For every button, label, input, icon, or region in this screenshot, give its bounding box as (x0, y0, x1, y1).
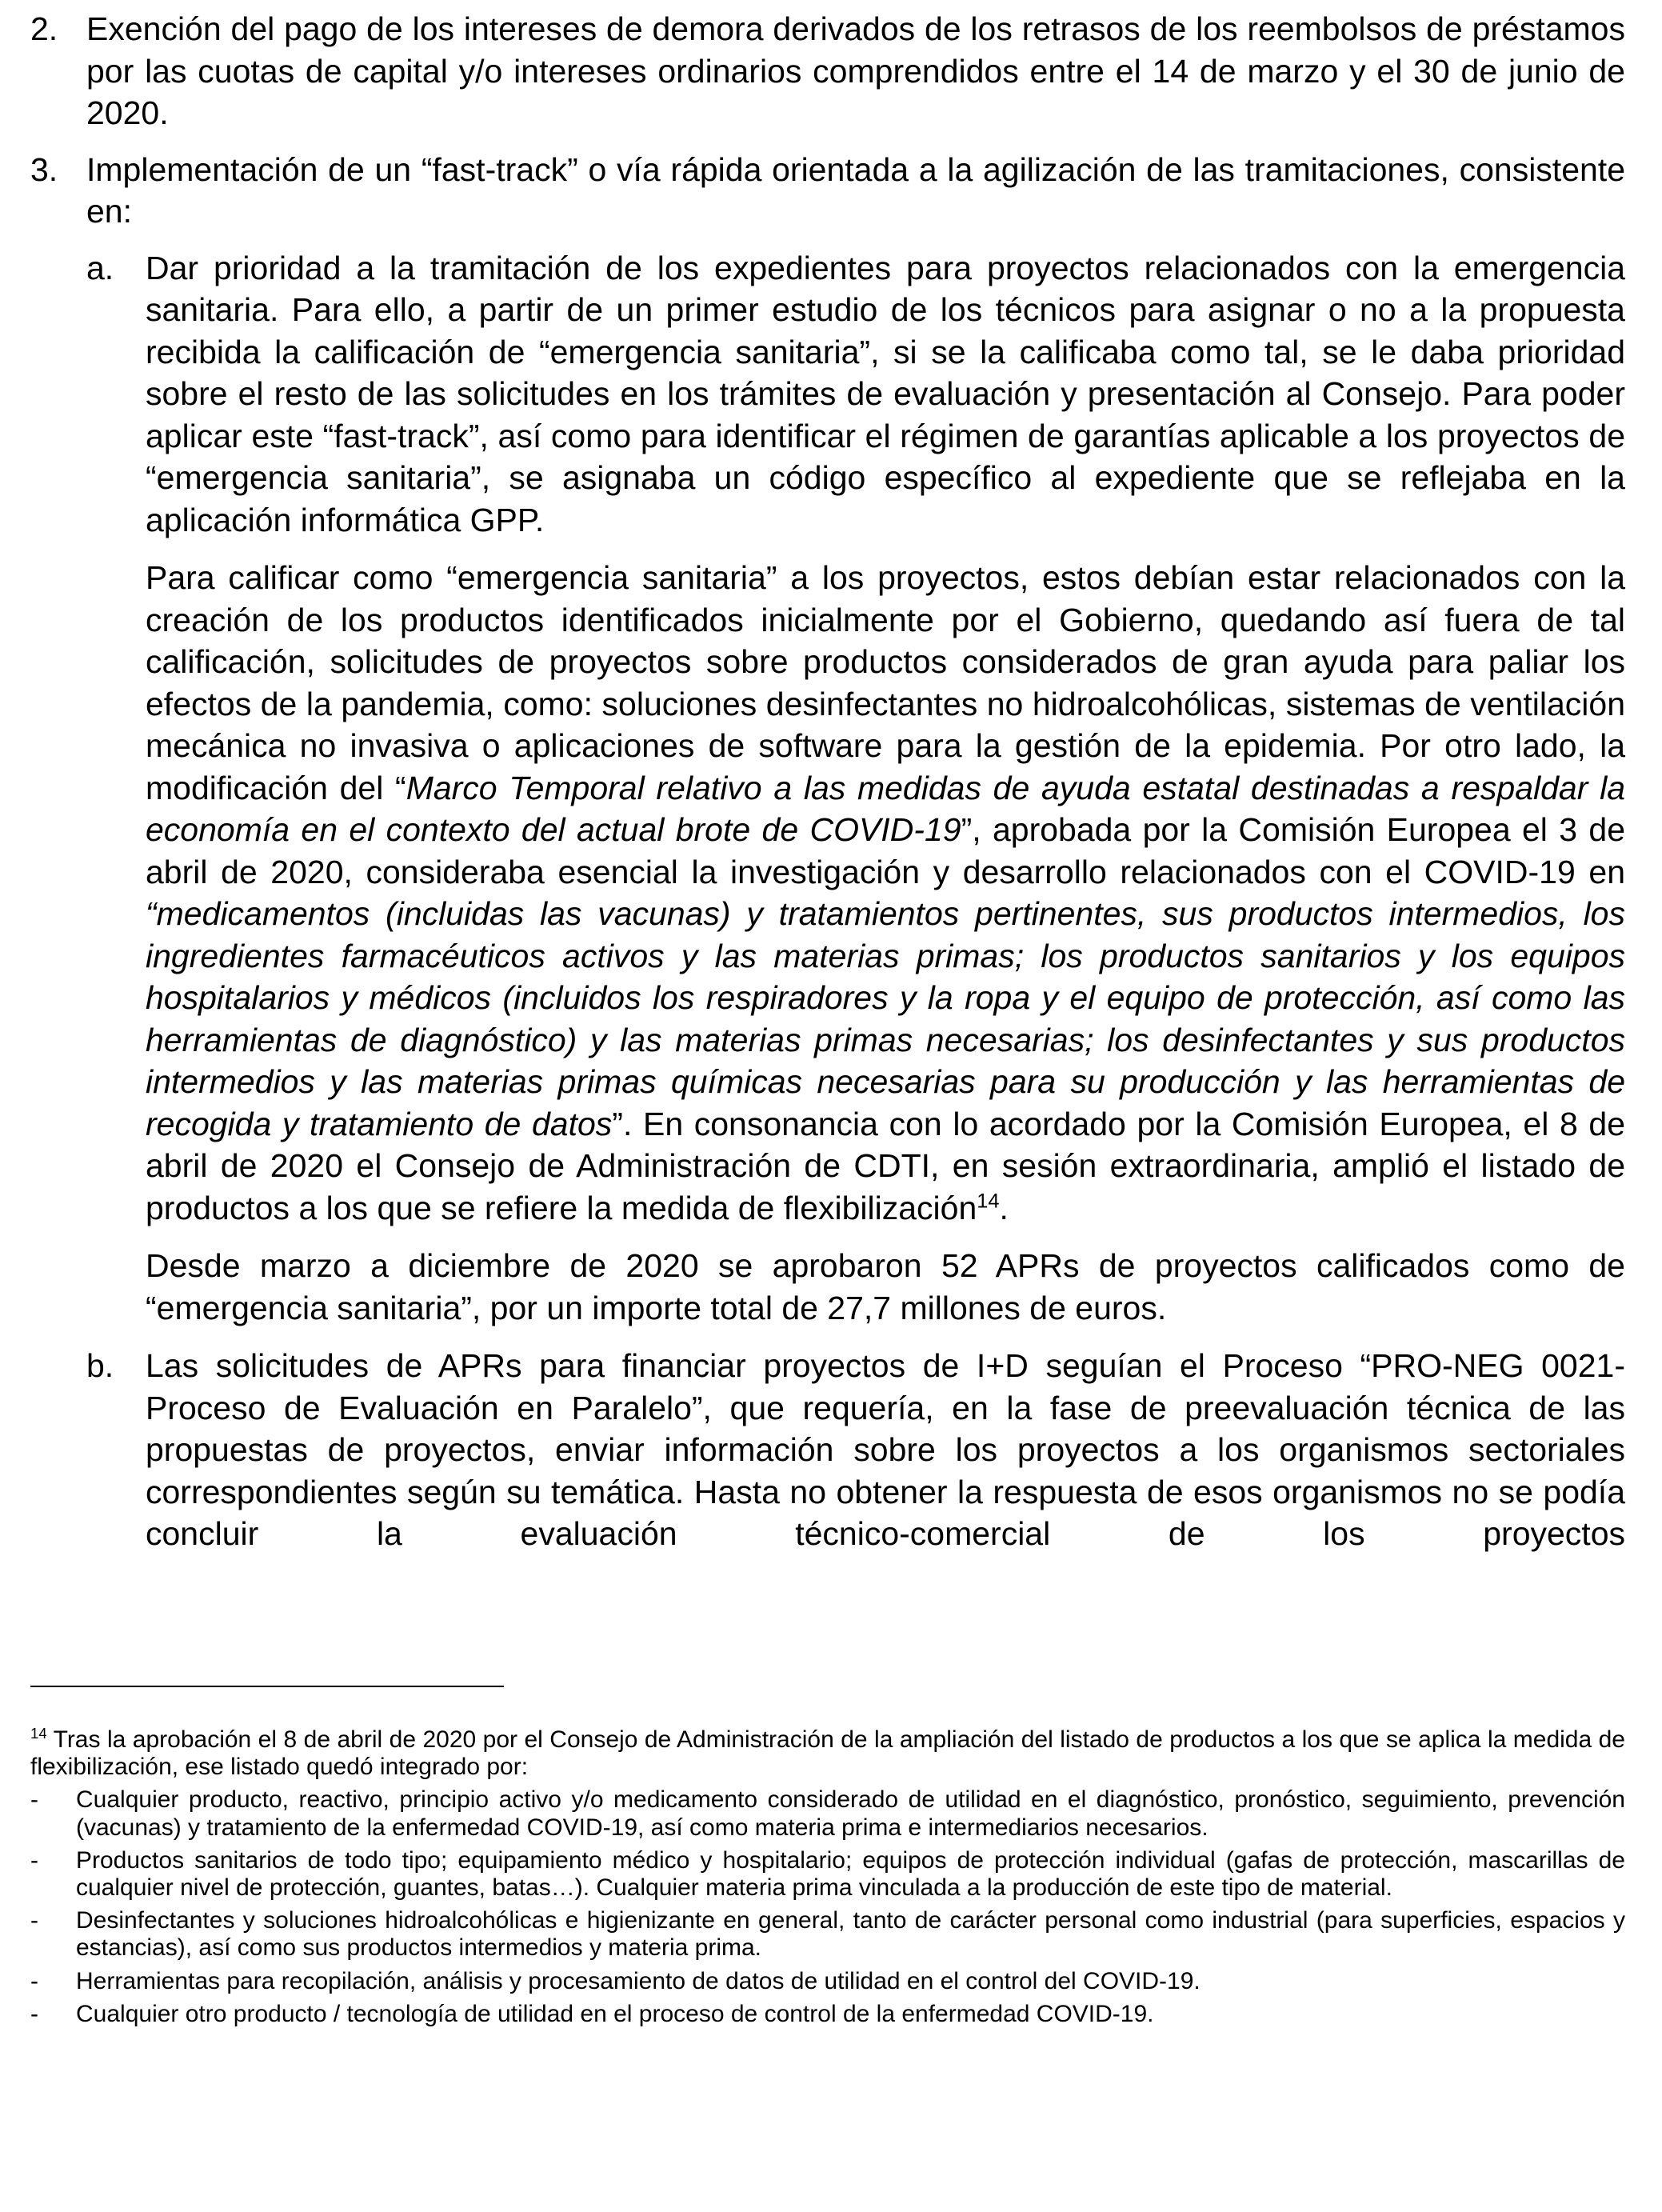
paragraph-emergencia-sanitaria (146, 557, 1625, 1229)
sub-item-text: Dar prioridad a la tramitación de los expedientes para proyectos relacionados con la emergencia sanitaria. Para ello, a partir de un primer estudio de los técnicos para asignar o no a la propuesta recibida la calificación de “emergencia sanitaria”, si se la calificaba como tal, se le daba prioridad sobre el resto de las solicitudes en los trámites de evaluación y presentación al Consejo. Para poder aplicar este “fast-track”, así como para identificar el régimen de garantías aplicable a los proyectos de “emergencia sanitaria”, se asignaba un código específico al expediente que se reflejaba en la aplicación informática GPP. (146, 249, 1625, 538)
footnote-reference[interactable]: 14 (977, 1189, 1000, 1212)
sub-item-text: Las solicitudes de APRs para financiar proyectos de I+D seguían el Proceso “PRO-NEG 0021-Proceso de Evaluación en Paralelo”, que requería, en la fase de preevaluación técnica de las propuestas de proyectos, enviar información sobre los proyectos a los organismos sectoriales correspondientes según su temática. Hasta no obtener la respuesta de esos organismos no se podía concluir la evaluación técnico-comercial de los proyectos (146, 1347, 1625, 1552)
list-item-3 (30, 149, 1625, 233)
sub-item-a (86, 247, 1625, 542)
sub-letter: b. (86, 1347, 114, 1384)
list-item-text: Implementación de un “fast-track” o vía rápida orientada a la agilización de las tramitaciones, consistente en: (86, 150, 1625, 230)
sub-item-b (86, 1345, 1625, 1555)
paragraph-aprs-aprobados: Desde marzo a diciembre de 2020 se aprobaron 52 APRs de proyectos calificados como de “emergencia sanitaria”, por un importe total de 27,7 millones de euros. (146, 1247, 1625, 1326)
footnote-bullet (30, 1968, 1625, 1995)
footnote-bullet-text: Cualquier otro producto / tecnología de utilidad en el proceso de control de la enfermedad COVID-19. (76, 2000, 1154, 2027)
paragraph-text: Para calificar como “emergencia sanitaria” a los proyectos, estos debían estar relacionados con la creación de los productos identificados inicialmente por el Gobierno, quedando así fuera de tal calificación, solicitudes de proyectos sobre productos considerados de gran ayuda para paliar los efectos de la pandemia, como: soluciones desinfectantes no hidroalcohólicas, sistemas de ventilación mecánica no invasiva o aplicaciones de software para la gestión de la epidemia. Por otro lado, la modificación del “ (146, 559, 1625, 806)
footnote-bullet-text: Productos sanitarios de todo tipo; equipamiento médico y hospitalario; equipos de protección individual (gafas de protección, mascarillas de cualquier nivel de protección, guantes, batas…). Cualquier materia prima vinculada a la producción de este tipo de material. (76, 1846, 1625, 1902)
list-item-2 (30, 8, 1625, 134)
dash-bullet: - (30, 2000, 38, 2027)
footnote-separator (30, 1686, 504, 1687)
footnote-14 (30, 1726, 1625, 2028)
sub-letter: a. (86, 249, 114, 286)
italic-quote-medicamentos: “medicamentos (incluidas las vacunas) y tratamientos pertinentes, sus productos intermedios, los ingredientes farmacéuticos activos y las materias primas; los productos sanitarios y los equipos hospitalarios y médicos (incluidos los respiradores y la ropa y el equipo de protección, así como las herramientas de diagnóstico) y las materias primas necesarias; los desinfectantes y sus productos intermedios y las materias primas químicas necesarias para su producción y las herramientas de recogida y tratamiento de datos (146, 895, 1625, 1142)
list-item-text: Exención del pago de los intereses de demora derivados de los retrasos de los reembolsos de préstamos por las cuotas de capital y/o intereses ordinarios comprendidos entre el 14 de marzo y el 30 de junio de 2020. (86, 10, 1625, 131)
paragraph-text: ”. En consonancia con lo acordado por la Comisión Europea, el 8 de abril de 2020 el Consejo de Administración de CDTI, en sesión extraordinaria, amplió el listado de productos a los que se refiere la medida de flexibilización (146, 1105, 1626, 1226)
footnote-bullet-text: Cualquier producto, reactivo, principio activo y/o medicamento considerado de utilidad en el diagnóstico, pronóstico, seguimiento, prevención (vacunas) y tratamiento de la enfermedad COVID-19, así como materia prima e intermediarios necesarios. (76, 1786, 1625, 1841)
paragraph-text: ”, aprobada por la Comisión Europea el 3 de abril de 2020, consideraba esencial la investigación y desarrollo relacionados con el COVID-19 en (146, 811, 1625, 890)
list-number: 2. (30, 10, 58, 47)
document-body (30, 8, 1625, 1555)
footnote-bullet (30, 2001, 1625, 2028)
paragraph-text: . (999, 1189, 1009, 1226)
footnote-bullet-text: Desinfectantes y soluciones hidroalcohólicas e higienizante en general, tanto de carácter personal como industrial (para superficies, espacios y estancias), así como sus productos intermedios y materia prima. (76, 1907, 1625, 1962)
dash-bullet: - (30, 1786, 38, 1814)
dash-bullet: - (30, 1846, 38, 1874)
dash-bullet: - (30, 1967, 38, 1994)
footnote-intro-text: Tras la aprobación el 8 de abril de 2020 por el Consejo de Administración de la ampliación del listado de productos a los que se aplica la medida de flexibilización, ese listado quedó integrado por: (30, 1726, 1625, 1781)
footnote-bullet-text: Herramientas para recopilación, análisis y procesamiento de datos de utilidad en el control del COVID-19. (76, 1967, 1201, 1994)
footnote-bullet (30, 1907, 1625, 1962)
italic-quote-marco-temporal: Marco Temporal relativo a las medidas de ayuda estatal destinadas a respaldar la economía en el contexto del actual brote de COVID-19 (146, 769, 1625, 848)
dash-bullet: - (30, 1907, 38, 1934)
list-number: 3. (30, 150, 58, 188)
footnote-intro (30, 1726, 1625, 1781)
footnote-mark: 14 (30, 1725, 47, 1742)
footnote-bullet (30, 1786, 1625, 1841)
footnote-bullet (30, 1847, 1625, 1902)
